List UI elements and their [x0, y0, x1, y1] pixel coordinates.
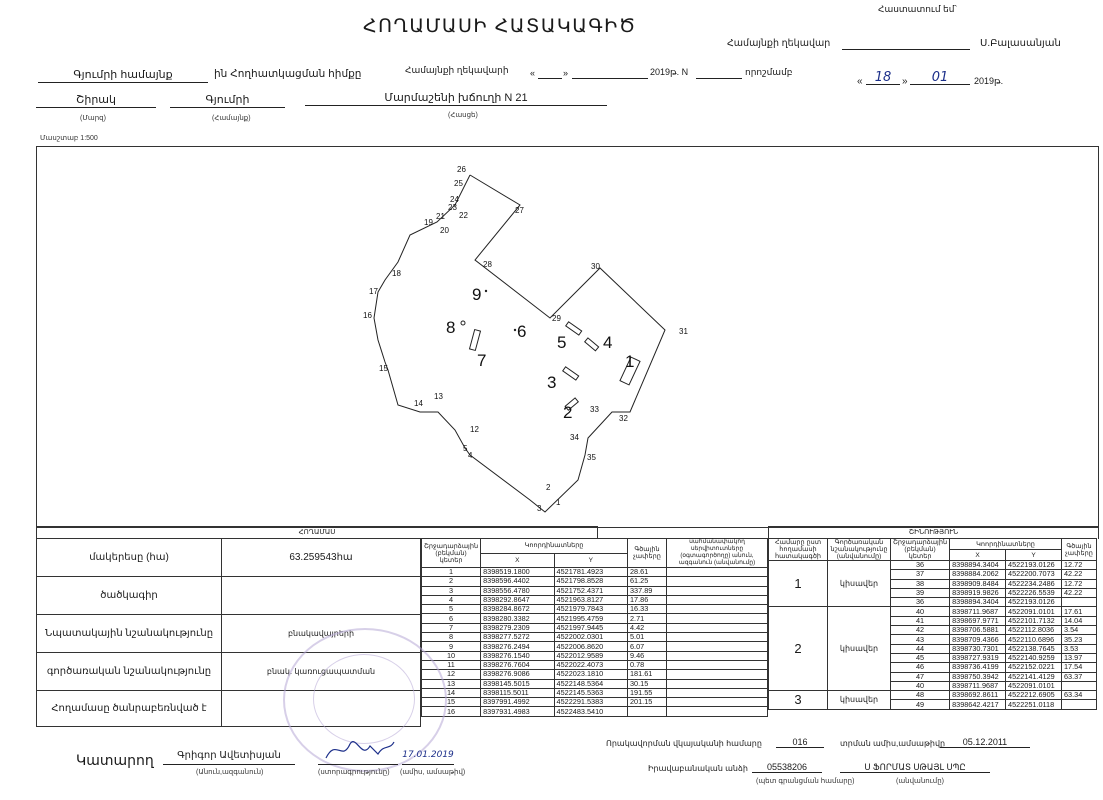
building-coord-row: 36 8398894.3404 4522193.0126 — [769, 598, 1097, 607]
land-purpose-value: բնակավայրերի — [222, 615, 421, 653]
license-label: Որակավորման վկայականի համարը — [606, 739, 762, 748]
signature-sub: (ստորագրությունը) — [318, 769, 390, 776]
license-number: 016 — [776, 737, 824, 748]
label-street: (Հասցե) — [448, 112, 478, 119]
plot-point-label: 20 — [440, 226, 449, 235]
plot-point-label: 12 — [470, 425, 479, 434]
building-number: 1 — [769, 561, 828, 607]
street-field: Մարմաշենի խճուղի N 21 — [305, 91, 607, 106]
building-7-outline — [470, 330, 481, 351]
plot-point-label: 24 — [450, 195, 459, 204]
plot-point-label: 31 — [679, 327, 688, 336]
plot-point-label: 2 — [546, 483, 551, 492]
building-purpose: կիսավեր — [828, 607, 891, 691]
coord-row: 7 8398279.2309 4521997.9445 4.42 — [422, 623, 768, 632]
approval-month: 01 — [910, 70, 970, 85]
plot-point-label: 34 — [570, 433, 579, 442]
building-purpose: կիսավեր — [828, 561, 891, 607]
decision-year: 2019թ. N — [650, 67, 689, 77]
plot-point-label: 30 — [591, 262, 600, 271]
page-title: ՀՈՂԱՄԱՍԻ ՀԱՏԱԿԱԳԻԾ — [363, 16, 637, 37]
building-coord-row: 45 8398727.9319 4522140.9259 13.97 — [769, 653, 1097, 662]
coord-row: 6 8398280.3382 4521995.4759 2.71 — [422, 614, 768, 623]
building-number-label: 3 — [547, 373, 557, 392]
land-area-value: 63.259543հա — [222, 539, 421, 577]
license-date-label: տրման ամիս,ամսաթիվը — [840, 739, 946, 748]
scale-label: Մասշտաբ 1:500 — [40, 135, 98, 142]
land-function-label: գործառական նշանակությունը — [37, 653, 222, 691]
coord-row: 4 8398292.8647 4521963.8127 17.86 — [422, 595, 768, 604]
building-coord-row: 1 կիսավեր 36 8398894.3404 4522193.0126 12.72 — [769, 561, 1097, 570]
land-code-label: ծածկագիր — [37, 577, 222, 615]
building-coord-row: 37 8398884.2062 4522200.7073 42.22 — [769, 570, 1097, 579]
building-4-outline — [585, 338, 599, 351]
signature-scribble — [318, 736, 398, 762]
building-number-label: 9 — [472, 285, 482, 304]
land-function-value: բնակ. կառուցապատման — [222, 653, 421, 691]
coord-row: 8 8398277.5272 4522002.0301 5.01 — [422, 633, 768, 642]
plot-point-label: 18 — [392, 269, 401, 278]
marker-6 — [514, 329, 516, 331]
building-5-outline — [566, 322, 582, 335]
plot-point-label: 22 — [459, 211, 468, 220]
tax-label: Իրավաբանական անձի — [648, 764, 748, 773]
building-purpose: կիսավեր — [828, 691, 891, 710]
coord-row: 16 8397931.4983 4522483.5410 — [422, 707, 768, 716]
plot-point-label: 35 — [587, 453, 596, 462]
marker-8 — [461, 321, 465, 325]
plot-point-label: 17 — [369, 287, 378, 296]
building-number-label: 1 — [625, 352, 635, 371]
building-number-label: 5 — [557, 333, 567, 352]
plot-point-label: 26 — [457, 165, 466, 174]
tax-sub: (պետ գրանցման համարը) — [756, 778, 855, 785]
executor-label: Կատարող — [76, 752, 154, 768]
buildings-table: Համարը ըստ հողամասի հատակագծի Գործառական նշանակությունը (անվանումը) Շրջադարձային (բեկման) կետեր Կոորդինատները Գծային չափերը X Y 1 կիսավեր 36 8398894.3404 4522193.0126 12.72 37 8398884.2062 4522200.7073 42.22 38 8398909.8484 4522234.2486 12.72 39 8398919.9826 4522226.5539 42.22 36 8398894.3404 4522193.0126 2 կիսավեր 40 8398711.9687 4522091.0101 17.61 41 8398697.9771 4522101.7132 14.04 42 8398706.5881 4522112.8036 3.54 43 8398709.4366 4522110.6896 35.23 44 8398730.7301 4522138.7645 3.53 45 8398727.9319 4522140.9259 13.97 46 8398736.4199 4522152.0221 17.54 47 8398750.3942 4522141.4129 63.37 40 8398711.9687 4522091.0101 3 կիսավեր 48 8398692.8611 4522212.6905 63.34 49 8398642.4217 4522251.0118 — [768, 538, 1097, 710]
building-coord-row: 41 8398697.9771 4522101.7132 14.04 — [769, 616, 1097, 625]
coord-row: 5 8398284.8672 4521979.7843 16.33 — [422, 605, 768, 614]
plot-point-label: 4 — [468, 451, 473, 460]
approval-day: 18 — [866, 70, 900, 85]
building-number-label: 7 — [477, 351, 487, 370]
plot-point-label: 32 — [619, 414, 628, 423]
building-number-label: 2 — [563, 403, 573, 422]
coord-row: 9 8398276.2494 4522006.8620 6.07 — [422, 642, 768, 651]
land-section-title: ՀՈՂԱՄԱՍ — [36, 526, 598, 539]
building-3-outline — [563, 367, 579, 380]
building-coord-row: 3 կիսավեր 48 8398692.8611 4522212.6905 63.34 — [769, 691, 1097, 700]
decision-label: Համայնքի ղեկավարի — [405, 65, 509, 75]
company-name: Ս ՖՈՐՄԱՏ ՍԹԱՅԼ ՍՊԸ — [840, 762, 990, 773]
land-encumbrance-label: Հողամասը ծանրաբեռնված է — [37, 691, 222, 727]
region-field: Շիրակ — [36, 93, 156, 108]
label-region: (Մարզ) — [80, 115, 106, 122]
decision-word: որոշմամբ — [745, 67, 793, 77]
land-purpose-label: Նպատակային նշանակությունը — [37, 615, 222, 653]
city-field: Գյումրի — [170, 93, 285, 108]
plot-point-label: 1 — [556, 498, 561, 507]
building-number: 2 — [769, 607, 828, 691]
license-date: 05.12.2011 — [940, 737, 1030, 748]
coord-row: 13 8398145.5015 4522148.5364 30.15 — [422, 679, 768, 688]
coord-row: 11 8398276.7604 4522022.4073 0.78 — [422, 660, 768, 669]
executor-name: Գրիգոր Ավետիսյան — [163, 750, 295, 765]
building-number-label: 4 — [603, 333, 613, 352]
plot-point-label: 15 — [379, 364, 388, 373]
approval-confirm: Հաստատում եմ` — [878, 4, 958, 14]
coord-row: 14 8398115.5011 4522145.5363 191.55 — [422, 688, 768, 697]
building-number-label: 6 — [517, 322, 527, 341]
community-field: Գյումրի համայնք — [38, 68, 208, 83]
coord-row: 2 8398596.4402 4521798.8528 61.25 — [422, 577, 768, 586]
plot-point-label: 25 — [454, 179, 463, 188]
plot-point-label: 28 — [483, 260, 492, 269]
plot-point-label: 3 — [537, 504, 542, 513]
signature-line — [318, 750, 398, 765]
building-coord-row: 49 8398642.4217 4522251.0118 — [769, 700, 1097, 709]
sign-date: 17.01.2019 — [402, 750, 454, 765]
building-coord-row: 38 8398909.8484 4522234.2486 12.72 — [769, 579, 1097, 588]
building-coord-row: 2 կիսավեր 40 8398711.9687 4522091.0101 17.61 — [769, 607, 1097, 616]
tax-number: 05538206 — [752, 762, 822, 773]
coord-row: 15 8397991.4992 4522291.5383 201.15 — [422, 698, 768, 707]
land-code-value — [222, 577, 421, 615]
plot-point-label: 5 — [463, 444, 468, 453]
plot-point-label: 21 — [436, 212, 445, 221]
approval-head-name: Ս.Բալասանյան — [980, 38, 1061, 49]
coord-row: 1 8398519.1800 4521781.4923 28.61 — [422, 568, 768, 577]
approval-year: 2019թ. — [974, 76, 1004, 86]
plot-point-label: 16 — [363, 311, 372, 320]
plot-point-label: 27 — [515, 206, 524, 215]
plot-point-label: 19 — [424, 218, 433, 227]
allocation-basis-label: ին Հողհատկացման հիմքը — [214, 68, 362, 80]
plot-point-label: 33 — [590, 405, 599, 414]
executor-sub: (Անուն,ազգանուն) — [196, 769, 264, 776]
approval-head-label: Համայնքի ղեկավար — [727, 38, 831, 49]
building-number: 3 — [769, 691, 828, 710]
coord-row: 3 8398556.4780 4521752.4371 337.89 — [422, 586, 768, 595]
building-coord-row: 39 8398919.9826 4522226.5539 42.22 — [769, 588, 1097, 597]
company-sub: (անվանումը) — [896, 778, 944, 785]
coord-row: 12 8398276.9086 4522023.1810 181.61 — [422, 670, 768, 679]
land-area-label: մակերեսը (հա) — [37, 539, 222, 577]
building-coord-row: 47 8398750.3942 4522141.4129 63.37 — [769, 672, 1097, 681]
building-coord-row: 42 8398706.5881 4522112.8036 3.54 — [769, 626, 1097, 635]
building-coord-row: 44 8398730.7301 4522138.7645 3.53 — [769, 644, 1097, 653]
coord-row: 10 8398276.1540 4522012.9589 9.46 — [422, 651, 768, 660]
date-sub: (ամիս, ամսաթիվ) — [400, 769, 466, 776]
building-coord-row: 40 8398711.9687 4522091.0101 — [769, 681, 1097, 690]
plot-point-label: 14 — [414, 399, 423, 408]
buildings-section-title: ՇԻՆՈՒԹՅՈՒՆ — [768, 526, 1099, 539]
building-coord-row: 46 8398736.4199 4522152.0221 17.54 — [769, 663, 1097, 672]
plot-boundary — [374, 175, 665, 512]
label-city: (Համայնք) — [212, 115, 251, 122]
marker-9 — [485, 290, 487, 292]
plot-point-label: 23 — [448, 203, 457, 212]
building-number-label: 8 — [446, 318, 456, 337]
parcel-coords-table: Շրջադարձային (բեկման) կետեր Կոորդինատները Գծային չափերը սահմանափակող սերվիտուտները (օգտագործողը) անուն, ազգանուն (անվանումը) X Y 1 8398519.1800 4521781.4923 28.61 2 8398596.4402 4521798.8528 61.25 3 8398556.4780 4521752.4371 337.89 4 8398292.8647 4521963.8127 17.86 5 8398284.8672 4521979.7843 16.33 6 8398280.3382 4521995.4759 2.71 7 8398279.2309 4521997.9445 4.42 8 8398277.5272 4522002.0301 5.01 9 8398276.2494 4522006.8620 6.07 10 8398276.1540 4522012.9589 9.46 11 8398276.7604 4522022.4073 0.78 12 8398276.9086 4522023.1810 181.61 13 8398145.5015 4522148.5364 30.15 14 8398115.5011 4522145.5363 191.55 15 8397991.4992 4522291.5383 201.15 16 8397931.4983 4522483.5410 — [421, 538, 768, 717]
building-coord-row: 43 8398709.4366 4522110.6896 35.23 — [769, 635, 1097, 644]
plot-point-label: 13 — [434, 392, 443, 401]
plot-point-label: 29 — [552, 314, 561, 323]
